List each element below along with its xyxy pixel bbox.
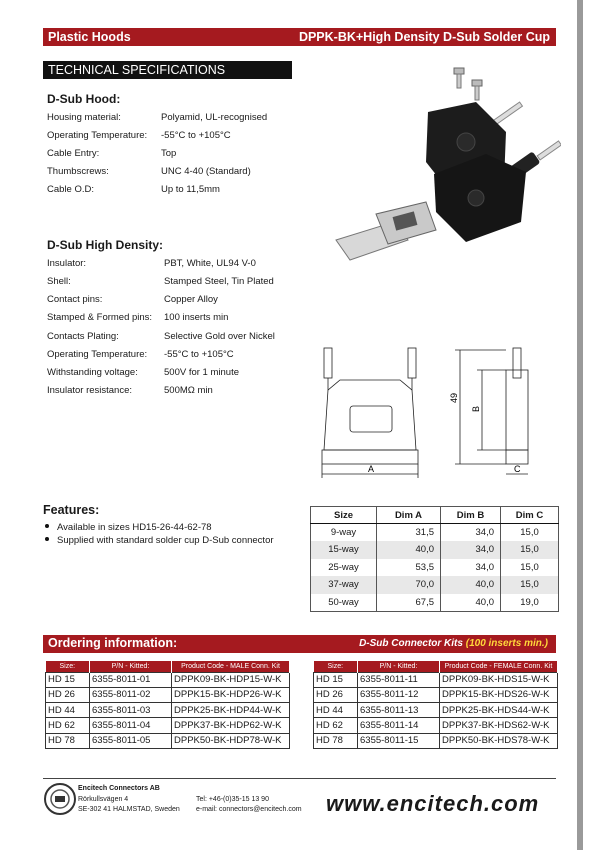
features-heading: Features: — [43, 503, 100, 517]
cell: HD 15 — [314, 672, 358, 687]
table-row — [46, 703, 290, 718]
cell: DPPK09-BK-HDS15-W-K — [440, 672, 558, 687]
dim-b-label: B — [471, 405, 481, 412]
spec-label: Operating Temperature: — [47, 130, 148, 141]
feature-text: Available in sizes HD15-26-44-62-78 — [57, 522, 212, 533]
spec-value: 500MΩ min — [164, 385, 213, 396]
spec-label: Shell: — [47, 276, 71, 287]
spec-label: Insulator: — [47, 258, 87, 269]
table-row — [311, 559, 559, 577]
dimension-drawing — [310, 340, 560, 488]
cell: HD 62 — [46, 718, 90, 733]
footer-company: Encitech Connectors AB — [78, 785, 160, 792]
cell: HD 62 — [314, 718, 358, 733]
hood-heading: D-Sub Hood: — [47, 92, 121, 106]
cell: 6355-8011-02 — [90, 687, 172, 702]
cell: 6355-8011-13 — [358, 703, 440, 718]
spec-label: Stamped & Formed pins: — [47, 312, 153, 323]
spec-value: Top — [161, 148, 177, 159]
col-size: Size: — [314, 661, 358, 672]
thumbscrew-side-icon — [513, 348, 521, 378]
cell: DPPK50-BK-HDP78-W-K — [172, 733, 290, 748]
col-dim-b: Dim B — [441, 507, 501, 524]
thumbscrew-left-icon — [324, 348, 332, 378]
cell: DPPK15-BK-HDS26-W-K — [440, 687, 558, 702]
table-row — [314, 672, 558, 687]
cell: 15-way — [311, 541, 377, 559]
cell: DPPK50-BK-HDS78-W-K — [440, 733, 558, 748]
cell: 31,5 — [377, 524, 441, 542]
table-row — [311, 541, 559, 559]
kits-label — [359, 638, 548, 649]
cell: DPPK25-BK-HDS44-W-K — [440, 703, 558, 718]
col-size: Size — [311, 507, 377, 524]
col-dim-c: Dim C — [501, 507, 559, 524]
cell: 6355-8011-01 — [90, 672, 172, 687]
cell: HD 78 — [46, 733, 90, 748]
col-product-code: Product Code - FEMALE Conn. Kit — [440, 661, 558, 672]
cell: 6355-8011-11 — [358, 672, 440, 687]
spec-label: Thumbscrews: — [47, 166, 109, 177]
cell: 6355-8011-05 — [90, 733, 172, 748]
cell: 15,0 — [501, 576, 559, 594]
connector-icon — [336, 202, 436, 260]
ordering-title: Ordering information: — [48, 636, 178, 650]
website-link[interactable]: www.encitech.com — [326, 791, 540, 816]
cell: 70,0 — [377, 576, 441, 594]
tech-spec-bar — [43, 61, 292, 79]
spec-label: Housing material: — [47, 112, 121, 123]
right-margin-bar — [577, 0, 583, 850]
header-bar — [43, 28, 556, 46]
cell: 15,0 — [501, 524, 559, 542]
cell: HD 78 — [314, 733, 358, 748]
spec-label: Cable Entry: — [47, 148, 100, 159]
cell: 19,0 — [501, 594, 559, 612]
table-header — [314, 661, 558, 672]
feature-text: Supplied with standard solder cup D-Sub connector — [57, 535, 274, 546]
cell: 37-way — [311, 576, 377, 594]
spec-label: Operating Temperature: — [47, 349, 148, 360]
company-logo-icon — [43, 782, 77, 816]
cell: 53,5 — [377, 559, 441, 577]
cell: 40,0 — [441, 594, 501, 612]
spec-value: -55°C to +105°C — [164, 349, 234, 360]
spec-label: Contact pins: — [47, 294, 103, 305]
kits-note: (100 inserts min.) — [465, 638, 548, 649]
cell: HD 44 — [46, 703, 90, 718]
spec-label: Insulator resistance: — [47, 385, 133, 396]
dim-height-label: 49 — [449, 392, 459, 403]
col-product-code: Product Code - MALE Conn. Kit — [172, 661, 290, 672]
cell: DPPK37-BK-HDP62-W-K — [172, 718, 290, 733]
spec-value: Copper Alloy — [164, 294, 218, 305]
spec-value: Up to 11,5mm — [161, 184, 220, 195]
spec-value: PBT, White, UL94 V-0 — [164, 258, 256, 269]
product-image — [316, 62, 561, 262]
footer-email: e-mail: connectors@encitech.com — [196, 806, 302, 813]
dimension-table — [310, 506, 559, 612]
header-category: Plastic Hoods — [48, 29, 131, 44]
kits-text: D-Sub Connector Kits — [359, 638, 466, 649]
cell: 34,0 — [441, 559, 501, 577]
spec-value: UNC 4-40 (Standard) — [161, 166, 251, 177]
spec-value: -55°C to +105°C — [161, 130, 231, 141]
table-row — [46, 672, 290, 687]
table-row — [46, 718, 290, 733]
cell: DPPK15-BK-HDP26-W-K — [172, 687, 290, 702]
spec-value: Stamped Steel, Tin Plated — [164, 276, 274, 287]
cell: HD 26 — [314, 687, 358, 702]
female-order-table — [313, 661, 558, 749]
feature-item — [45, 535, 274, 546]
hd-heading: D-Sub High Density: — [47, 238, 163, 252]
bullet-icon — [45, 537, 49, 541]
cell: 40,0 — [441, 576, 501, 594]
spec-value: 500V for 1 minute — [164, 367, 239, 378]
table-row — [311, 524, 559, 542]
table-header — [311, 507, 559, 524]
cell: HD 26 — [46, 687, 90, 702]
col-dim-a: Dim A — [377, 507, 441, 524]
cell: DPPK25-BK-HDP44-W-K — [172, 703, 290, 718]
spec-value: 100 inserts min — [164, 312, 229, 323]
table-row — [311, 594, 559, 612]
cell: 40,0 — [377, 541, 441, 559]
cell: 15,0 — [501, 559, 559, 577]
spec-label: Contacts Plating: — [47, 331, 119, 342]
spec-label: Cable O.D: — [47, 184, 94, 195]
table-row — [46, 687, 290, 702]
screw-icon — [454, 68, 482, 100]
cell: HD 15 — [46, 672, 90, 687]
cell: 6355-8011-04 — [90, 718, 172, 733]
cell: 15,0 — [501, 541, 559, 559]
dim-c-label: C — [514, 464, 521, 474]
footer-street: Rörkullsvägen 4 — [78, 796, 129, 803]
table-row — [314, 687, 558, 702]
spec-label: Withstanding voltage: — [47, 367, 138, 378]
hood-shell-icon — [426, 102, 526, 242]
dim-a-label: A — [368, 464, 375, 474]
cell: 9-way — [311, 524, 377, 542]
col-pn: P/N - Kitted: — [90, 661, 172, 672]
tech-spec-title: TECHNICAL SPECIFICATIONS — [48, 63, 226, 77]
ordering-bar — [43, 635, 556, 653]
thumbscrew-right-icon — [408, 348, 416, 378]
cell: DPPK09-BK-HDP15-W-K — [172, 672, 290, 687]
spec-value: Polyamid, UL-recognised — [161, 112, 268, 123]
cell: 34,0 — [441, 524, 501, 542]
cell: 67,5 — [377, 594, 441, 612]
male-order-table — [45, 661, 290, 749]
cell: 6355-8011-03 — [90, 703, 172, 718]
cell: 6355-8011-14 — [358, 718, 440, 733]
col-size: Size: — [46, 661, 90, 672]
cell: 6355-8011-15 — [358, 733, 440, 748]
cell: 6355-8011-12 — [358, 687, 440, 702]
cell: 50-way — [311, 594, 377, 612]
bullet-icon — [45, 524, 49, 528]
footer-divider — [43, 778, 556, 779]
header-product: DPPK-BK+High Density D-Sub Solder Cup — [298, 29, 550, 44]
table-row — [311, 576, 559, 594]
cell: HD 44 — [314, 703, 358, 718]
table-row — [314, 733, 558, 748]
table-row — [46, 733, 290, 748]
footer-city: SE-302 41 HALMSTAD, Sweden — [78, 806, 180, 813]
cell: 25-way — [311, 559, 377, 577]
table-row — [314, 718, 558, 733]
table-header — [46, 661, 290, 672]
col-pn: P/N - Kitted: — [358, 661, 440, 672]
table-row — [314, 703, 558, 718]
cell: 34,0 — [441, 541, 501, 559]
footer-tel: Tel: +46-(0)35-15 13 90 — [196, 796, 269, 803]
feature-item — [45, 522, 212, 533]
spec-value: Selective Gold over Nickel — [164, 331, 275, 342]
cell: DPPK37-BK-HDS62-W-K — [440, 718, 558, 733]
